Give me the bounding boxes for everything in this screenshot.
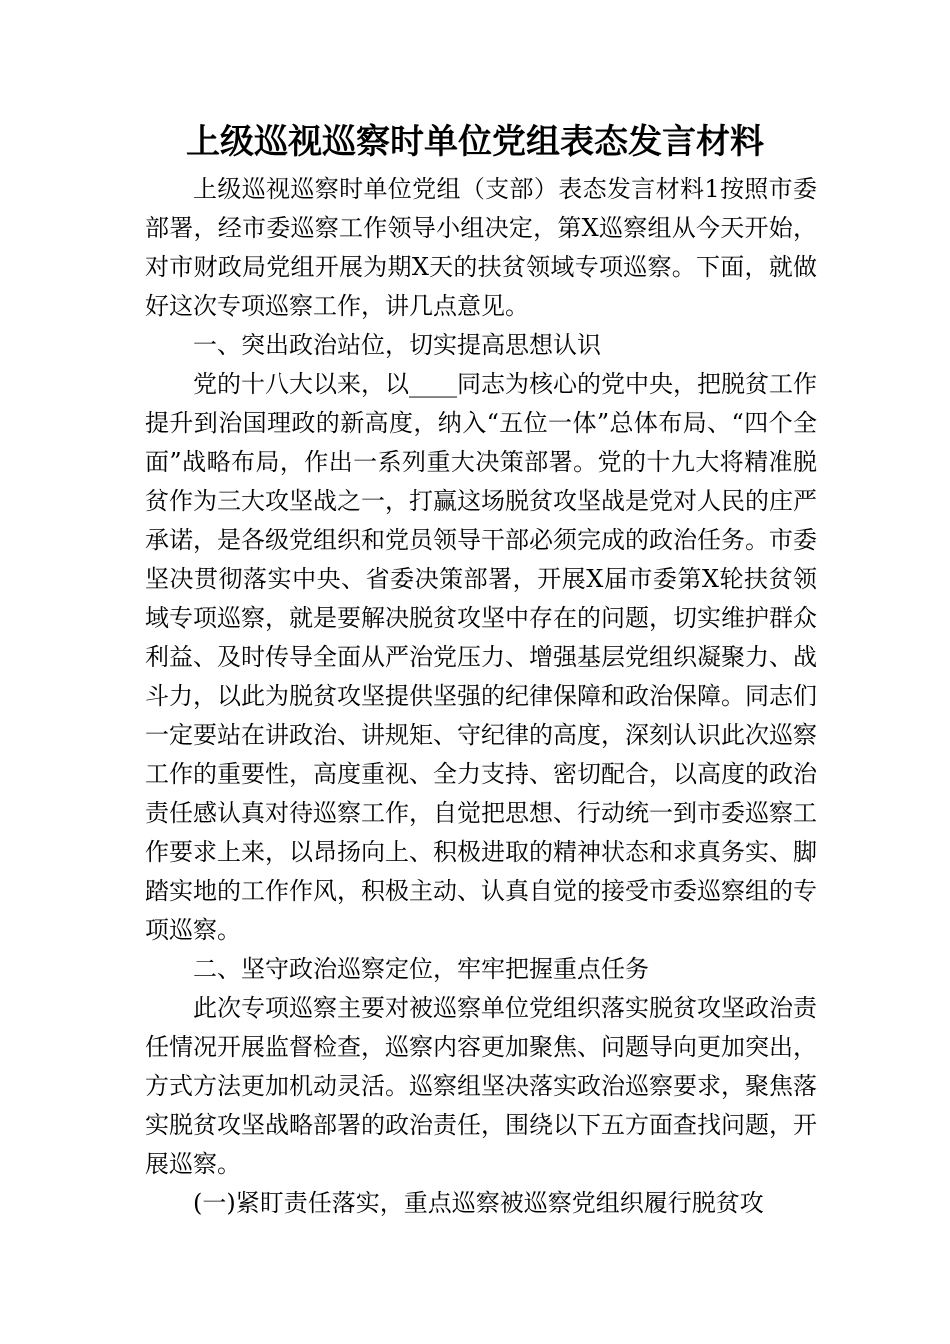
paragraph-section-2: 此次专项巡察主要对被巡察单位党组织落实脱贫攻坚政治责任情况开展监督检查，巡察内容更加聚焦、问题导向更加突出，方式方法更加机动灵活。巡察组坚决落实政治巡察要求，聚焦落实脱贫攻坚战略部署的政治责任，围绕以下五方面查找问题，开展巡察。	[145, 994, 817, 1178]
document-body	[145, 170, 817, 1223]
document-title: 上级巡视巡察时单位党组表态发言材料	[186, 122, 764, 162]
paragraph-intro: 上级巡视巡察时单位党组（支部）表态发言材料1按照市委部署，经市委巡察工作领导小组决定，第X巡察组从今天开始，对市财政局党组开展为期X天的扶贫领域专项巡察。下面，就做好这次专项巡察工作，讲几点意见。	[145, 175, 817, 320]
paragraph-subsection-1: (一)紧盯责任落实，重点巡察被巡察党组织履行脱贫攻	[193, 1189, 764, 1217]
section-heading-1: 一、突出政治站位，切实提高思想认识	[193, 331, 601, 359]
paragraph-section-1: 党的十八大以来，以____同志为核心的党中央，把脱贫工作提升到治国理政的新高度，纳入“五位一体”总体布局、“四个全面”战略布局，作出一系列重大决策部署。党的十九大将精准脱贫作为三大攻坚战之一，打赢这场脱贫攻坚战是党对人民的庄严承诺，是各级党组织和党员领导干部必须完成的政治任务。市委坚决贯彻落实中央、省委决策部署，开展X届市委第X轮扶贫领域专项巡察，就是要解决脱贫攻坚中存在的问题，切实维护群众利益、及时传导全面从严治党压力、增强基层党组织凝聚力、战斗力，以此为脱贫攻坚提供坚强的纪律保障和政治保障。同志们一定要站在讲政治、讲规矩、守纪律的高度，深刻认识此次巡察工作的重要性，高度重视、全力支持、密切配合，以高度的政治责任感认真对待巡察工作，自觉把思想、行动统一到市委巡察工作要求上来，以昂扬向上、积极进取的精神状态和求真务实、脚踏实地的工作作风，积极主动、认真自觉的接受市委巡察组的专项巡察。	[145, 370, 817, 944]
section-heading-2: 二、坚守政治巡察定位，牢牢把握重点任务	[193, 955, 649, 983]
